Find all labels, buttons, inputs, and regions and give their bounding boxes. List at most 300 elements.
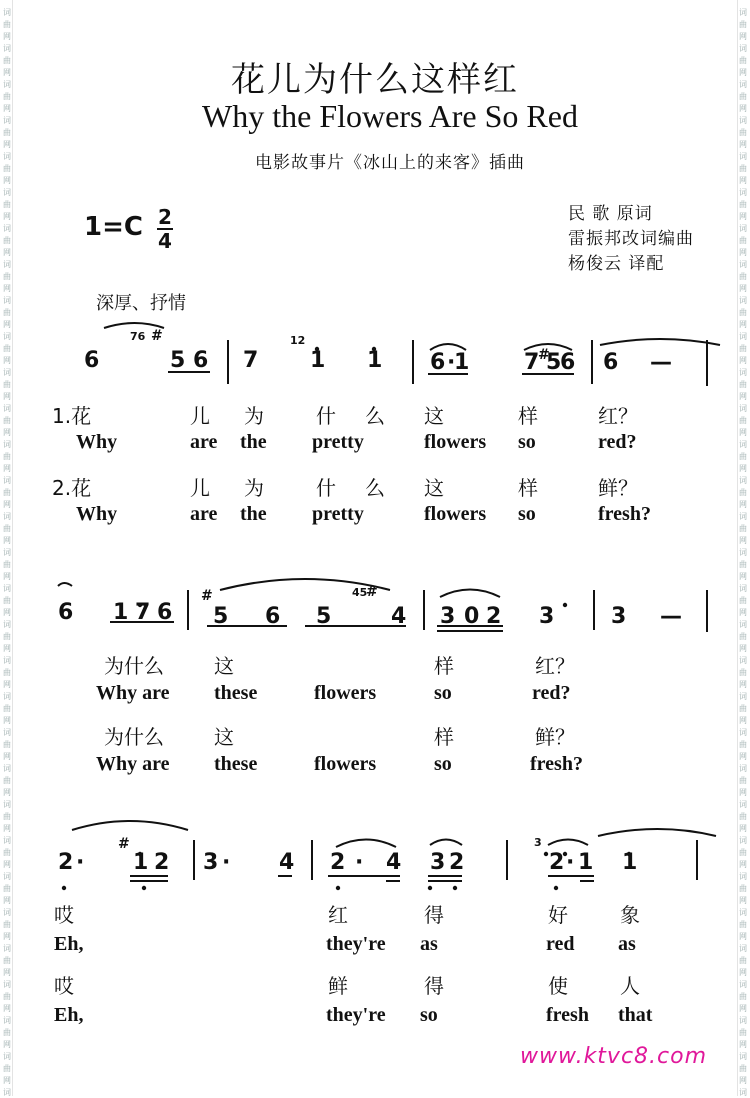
edge-mark: 曲 [739, 884, 747, 893]
edge-mark: 词 [3, 440, 11, 449]
edge-mark: 网 [739, 788, 747, 797]
edge-mark: 曲 [3, 272, 11, 281]
edge-mark: 网 [3, 752, 11, 761]
tempo-marking: 深厚、抒情 [96, 293, 186, 314]
note: 3 [430, 850, 446, 875]
lyric: 得 [424, 974, 444, 998]
edge-mark: 网 [3, 860, 11, 869]
edge-mark: 词 [739, 476, 747, 485]
note: 0 [464, 604, 480, 629]
lyric: flowers [424, 431, 487, 453]
edge-mark: 曲 [3, 776, 11, 785]
edge-mark: 词 [739, 44, 747, 53]
edge-mark: 网 [739, 428, 747, 437]
edge-mark: 网 [739, 896, 747, 905]
edge-mark: 曲 [3, 848, 11, 857]
note: 1 [113, 600, 129, 625]
note: 5 [546, 350, 562, 375]
edge-mark: 曲 [3, 56, 11, 65]
sharp-accidental: # [118, 836, 130, 852]
edge-mark: 曲 [3, 128, 11, 137]
edge-mark: 网 [3, 248, 11, 257]
edge-mark: 曲 [3, 956, 11, 965]
edge-mark: 词 [739, 512, 747, 521]
note: 1 [310, 348, 326, 373]
edge-mark: 词 [739, 908, 747, 917]
edge-mark: 网 [739, 284, 747, 293]
edge-mark: 词 [3, 656, 11, 665]
edge-mark: 曲 [3, 596, 11, 605]
lyric: Eh, [54, 933, 84, 955]
lyric: 1.花 [52, 404, 92, 428]
edge-mark: 曲 [739, 20, 747, 29]
edge-mark: 词 [739, 728, 747, 737]
edge-mark: 曲 [3, 92, 11, 101]
edge-mark: 网 [3, 824, 11, 833]
lyric: as [618, 933, 636, 955]
edge-mark: 词 [3, 404, 11, 413]
edge-mark: 网 [739, 464, 747, 473]
edge-mark: 曲 [739, 344, 747, 353]
edge-mark: 词 [3, 692, 11, 701]
edge-mark: 词 [739, 224, 747, 233]
lyric: 使 [548, 974, 568, 998]
lyric: pretty [312, 431, 364, 453]
edge-mark: 词 [3, 476, 11, 485]
edge-mark: 词 [739, 116, 747, 125]
edge-mark: 网 [3, 500, 11, 509]
note: 4 [279, 850, 295, 875]
note: 1 [367, 348, 383, 373]
edge-mark: 曲 [3, 524, 11, 533]
lyric: fresh [546, 1004, 589, 1026]
edge-mark: 曲 [739, 812, 747, 821]
edge-mark: 词 [3, 1088, 11, 1097]
lyric: 得 [424, 903, 444, 927]
edge-mark: 网 [739, 536, 747, 545]
edge-mark: 曲 [739, 740, 747, 749]
edge-mark: 网 [739, 104, 747, 113]
note: 7 [243, 348, 259, 373]
edge-mark: 网 [3, 608, 11, 617]
edge-mark: 词 [3, 584, 11, 593]
dot: · [355, 850, 364, 875]
edge-mark: 网 [3, 68, 11, 77]
edge-mark: 词 [3, 152, 11, 161]
lyric: 这 [424, 404, 444, 428]
lyric: that [618, 1004, 653, 1026]
edge-mark: 曲 [3, 164, 11, 173]
edge-mark: 曲 [739, 956, 747, 965]
lyric: they're [326, 1004, 386, 1026]
lyric: 鲜 [328, 974, 348, 998]
edge-mark: 网 [739, 212, 747, 221]
edge-mark: 曲 [3, 236, 11, 245]
dot: · [222, 850, 231, 875]
edge-mark: 词 [3, 620, 11, 629]
edge-mark: 曲 [739, 704, 747, 713]
lyric: 么 [365, 476, 385, 500]
edge-mark: 网 [739, 392, 747, 401]
edge-mark: 曲 [739, 776, 747, 785]
lyric: flowers [314, 682, 377, 704]
time-sig-bottom: 4 [158, 229, 172, 253]
time-sig-top: 2 [158, 205, 172, 229]
lyric: Why [76, 503, 118, 525]
lyric: 样 [434, 725, 454, 749]
note: 5 [316, 604, 332, 629]
edge-mark: 网 [739, 716, 747, 725]
edge-mark: 网 [3, 356, 11, 365]
lyric: 好 [548, 903, 568, 927]
edge-mark: 网 [739, 572, 747, 581]
dash: — [660, 604, 682, 629]
edge-mark: 网 [739, 860, 747, 869]
title-english: Why the Flowers Are So Red [202, 98, 578, 134]
edge-mark: 网 [3, 464, 11, 473]
edge-mark: 词 [739, 1016, 747, 1025]
edge-mark: 曲 [3, 668, 11, 677]
lyric: 什 [316, 404, 336, 428]
lyric: 为什么 [104, 725, 164, 749]
edge-mark: 网 [3, 968, 11, 977]
edge-mark: 网 [739, 608, 747, 617]
edge-mark: 网 [3, 140, 11, 149]
note: 3 [440, 604, 456, 629]
sharp-accidental: # [538, 347, 550, 363]
edge-mark: 词 [739, 404, 747, 413]
edge-mark: 曲 [739, 56, 747, 65]
site-watermark: www.ktvc8.com [520, 1044, 708, 1069]
edge-mark: 网 [739, 140, 747, 149]
lyric: 样 [518, 404, 538, 428]
lyric: fresh? [530, 753, 583, 775]
edge-mark: 词 [3, 44, 11, 53]
lyric: red? [532, 682, 571, 704]
edge-mark: 网 [3, 104, 11, 113]
edge-mark: 曲 [3, 416, 11, 425]
edge-mark: 曲 [739, 308, 747, 317]
edge-mark: 词 [739, 620, 747, 629]
edge-mark: 曲 [739, 452, 747, 461]
edge-mark: 网 [3, 284, 11, 293]
edge-mark: 网 [3, 716, 11, 725]
note: 6 [84, 348, 100, 373]
lyric: 这 [214, 725, 234, 749]
edge-mark: 网 [3, 788, 11, 797]
edge-mark: 词 [739, 656, 747, 665]
edge-mark: 曲 [3, 884, 11, 893]
edge-mark: 词 [3, 800, 11, 809]
edge-mark: 曲 [739, 668, 747, 677]
lyric: these [214, 682, 258, 704]
edge-mark: 网 [3, 644, 11, 653]
edge-mark: 网 [3, 536, 11, 545]
edge-mark: 词 [739, 764, 747, 773]
edge-mark: 曲 [739, 848, 747, 857]
note: 7 [135, 600, 151, 625]
edge-mark: 词 [739, 440, 747, 449]
edge-mark: 网 [739, 644, 747, 653]
edge-mark: 词 [739, 1052, 747, 1061]
edge-mark: 词 [739, 548, 747, 557]
credit-translator: 杨俊云 译配 [568, 254, 665, 274]
note: 6 [603, 350, 619, 375]
lyric: are [190, 431, 218, 453]
edge-mark: 曲 [3, 560, 11, 569]
lyric: 样 [518, 476, 538, 500]
edge-mark: 曲 [739, 524, 747, 533]
note: 6 [193, 348, 209, 373]
edge-mark: 词 [3, 728, 11, 737]
lyric: 儿 [190, 404, 210, 428]
edge-mark: 曲 [3, 812, 11, 821]
edge-mark: 词 [3, 116, 11, 125]
edge-mark: 网 [3, 1004, 11, 1013]
lyric: flowers [314, 753, 377, 775]
edge-mark: 词 [3, 8, 11, 17]
lyric: 为 [244, 476, 264, 500]
edge-mark: 词 [739, 980, 747, 989]
edge-mark: 网 [3, 572, 11, 581]
edge-mark: 词 [739, 872, 747, 881]
note: 1 [454, 350, 470, 375]
lyric: 红？ [535, 654, 575, 678]
edge-mark: 网 [739, 500, 747, 509]
lyric: 为什么 [104, 654, 164, 678]
edge-mark: 网 [739, 68, 747, 77]
lyric: so [518, 503, 536, 525]
grace-notes: 45 [352, 586, 368, 599]
note: 6 [560, 350, 576, 375]
edge-mark: 词 [3, 80, 11, 89]
edge-mark: 曲 [739, 920, 747, 929]
edge-mark: 曲 [739, 416, 747, 425]
edge-mark: 词 [739, 188, 747, 197]
note: 3 [539, 604, 555, 629]
lyric: 象 [620, 903, 640, 927]
lyric: 么 [365, 404, 385, 428]
edge-mark: 曲 [739, 380, 747, 389]
lyric: the [240, 431, 267, 453]
edge-mark: 曲 [739, 596, 747, 605]
lyric: 样 [434, 654, 454, 678]
edge-mark: 词 [739, 80, 747, 89]
edge-mark: 曲 [739, 92, 747, 101]
lyric: 鲜？ [535, 725, 575, 749]
edge-mark: 网 [3, 428, 11, 437]
note: 1 [622, 850, 638, 875]
lyric: 人 [620, 974, 640, 998]
edge-mark: 网 [739, 824, 747, 833]
edge-mark: 词 [739, 1088, 747, 1097]
note: 5 [170, 348, 186, 373]
note: 1 [578, 850, 594, 875]
edge-mark: 曲 [739, 632, 747, 641]
edge-mark: 曲 [3, 308, 11, 317]
dash: — [650, 350, 672, 375]
note: 3 [203, 850, 219, 875]
edge-mark: 网 [739, 248, 747, 257]
edge-mark: 词 [3, 908, 11, 917]
edge-mark: 词 [3, 764, 11, 773]
edge-mark: 网 [3, 212, 11, 221]
lyric: 为 [244, 404, 264, 428]
note: 7 [524, 350, 540, 375]
edge-mark: 网 [3, 932, 11, 941]
edge-mark: 曲 [3, 1028, 11, 1037]
lyric: 哎 [54, 974, 74, 998]
note: 2 [486, 604, 502, 629]
dot: · [566, 850, 575, 875]
edge-mark: 曲 [739, 200, 747, 209]
lyric: as [420, 933, 438, 955]
note: 2 [449, 850, 465, 875]
edge-mark: 曲 [739, 560, 747, 569]
note: 3 [611, 604, 627, 629]
edge-mark: 网 [739, 176, 747, 185]
edge-mark: 词 [3, 512, 11, 521]
lyric: Why are [96, 682, 170, 704]
edge-mark: 网 [739, 1076, 747, 1085]
lyric: 什 [316, 476, 336, 500]
lyric: 红？ [598, 404, 638, 428]
lyric: red [546, 933, 575, 955]
title-chinese: 花儿为什么这样红 [231, 60, 519, 100]
lyric: these [214, 753, 258, 775]
edge-mark: 曲 [3, 200, 11, 209]
edge-mark: 词 [739, 152, 747, 161]
edge-mark: 词 [739, 260, 747, 269]
edge-mark: 网 [739, 356, 747, 365]
edge-mark: 曲 [739, 164, 747, 173]
lyric: so [518, 431, 536, 453]
lyric: so [434, 682, 452, 704]
lyric: 这 [424, 476, 444, 500]
edge-mark: 词 [3, 296, 11, 305]
edge-mark: 网 [739, 680, 747, 689]
edge-mark: 词 [739, 836, 747, 845]
lyric: Why are [96, 753, 170, 775]
note: 2 [154, 850, 170, 875]
credit-composer: 雷振邦改词编曲 [568, 229, 694, 249]
edge-mark: 曲 [3, 920, 11, 929]
edge-mark: 曲 [739, 236, 747, 245]
sharp-accidental: # [201, 588, 213, 604]
edge-mark: 曲 [3, 488, 11, 497]
edge-mark: 网 [739, 752, 747, 761]
edge-mark: 词 [739, 800, 747, 809]
edge-mark: 词 [3, 980, 11, 989]
edge-mark: 曲 [3, 20, 11, 29]
grace-notes: 12 [290, 334, 306, 347]
sharp-accidental: # [151, 328, 163, 344]
lyric: 哎 [54, 903, 74, 927]
note: 2 [58, 850, 74, 875]
edge-mark: 曲 [3, 632, 11, 641]
grace-notes: 3 [534, 836, 542, 849]
edge-mark: 网 [739, 32, 747, 41]
edge-mark: 曲 [3, 704, 11, 713]
edge-mark: 曲 [3, 992, 11, 1001]
note: 6 [265, 604, 281, 629]
edge-mark: 网 [739, 320, 747, 329]
lyric: the [240, 503, 267, 525]
lyric: they're [326, 933, 386, 955]
edge-mark: 词 [3, 260, 11, 269]
lyric: 这 [214, 654, 234, 678]
note: 6 [430, 350, 446, 375]
edge-mark: 网 [3, 320, 11, 329]
edge-mark: 曲 [3, 452, 11, 461]
note: 5 [213, 604, 229, 629]
edge-mark: 词 [739, 296, 747, 305]
edge-mark: 网 [739, 1040, 747, 1049]
lyric: are [190, 503, 218, 525]
edge-mark: 曲 [3, 1064, 11, 1073]
edge-mark: 网 [739, 968, 747, 977]
edge-mark: 网 [3, 896, 11, 905]
edge-mark: 网 [739, 932, 747, 941]
lyric: Why [76, 431, 118, 453]
subtitle: 电影故事片《冰山上的来客》插曲 [255, 153, 525, 173]
edge-mark: 网 [3, 1076, 11, 1085]
edge-mark: 曲 [739, 1028, 747, 1037]
note: 4 [391, 604, 407, 629]
edge-mark: 网 [3, 680, 11, 689]
edge-mark: 曲 [739, 128, 747, 137]
note: 6 [157, 600, 173, 625]
edge-mark: 词 [3, 1052, 11, 1061]
edge-mark: 词 [3, 548, 11, 557]
edge-mark: 词 [3, 872, 11, 881]
edge-mark: 词 [739, 332, 747, 341]
edge-mark: 曲 [739, 488, 747, 497]
edge-mark: 网 [3, 392, 11, 401]
edge-mark: 网 [3, 1040, 11, 1049]
lyric: pretty [312, 503, 364, 525]
edge-mark: 词 [739, 692, 747, 701]
edge-mark: 词 [739, 368, 747, 377]
lyric: flowers [424, 503, 487, 525]
note: 2 [549, 850, 565, 875]
credit-lyrics: 民 歌 原词 [568, 204, 653, 224]
edge-mark: 词 [3, 944, 11, 953]
edge-mark: 网 [3, 32, 11, 41]
edge-mark: 曲 [3, 344, 11, 353]
edge-mark: 曲 [739, 992, 747, 1001]
lyric: red? [598, 431, 637, 453]
edge-mark: 词 [3, 332, 11, 341]
edge-mark: 词 [3, 836, 11, 845]
note: 6 [58, 600, 74, 625]
dot: · [447, 350, 456, 375]
lyric: 2.花 [52, 476, 92, 500]
edge-mark: 词 [739, 944, 747, 953]
lyric: 儿 [190, 476, 210, 500]
lyric: fresh? [598, 503, 651, 525]
key-signature: 1=C [84, 212, 143, 242]
edge-mark: 曲 [3, 380, 11, 389]
dot: · [76, 850, 85, 875]
edge-mark: 词 [739, 584, 747, 593]
lyric: 鲜？ [598, 476, 638, 500]
edge-mark: 词 [3, 368, 11, 377]
lyric: so [434, 753, 452, 775]
edge-mark: 网 [3, 176, 11, 185]
edge-mark: 词 [3, 188, 11, 197]
note: 1 [133, 850, 149, 875]
